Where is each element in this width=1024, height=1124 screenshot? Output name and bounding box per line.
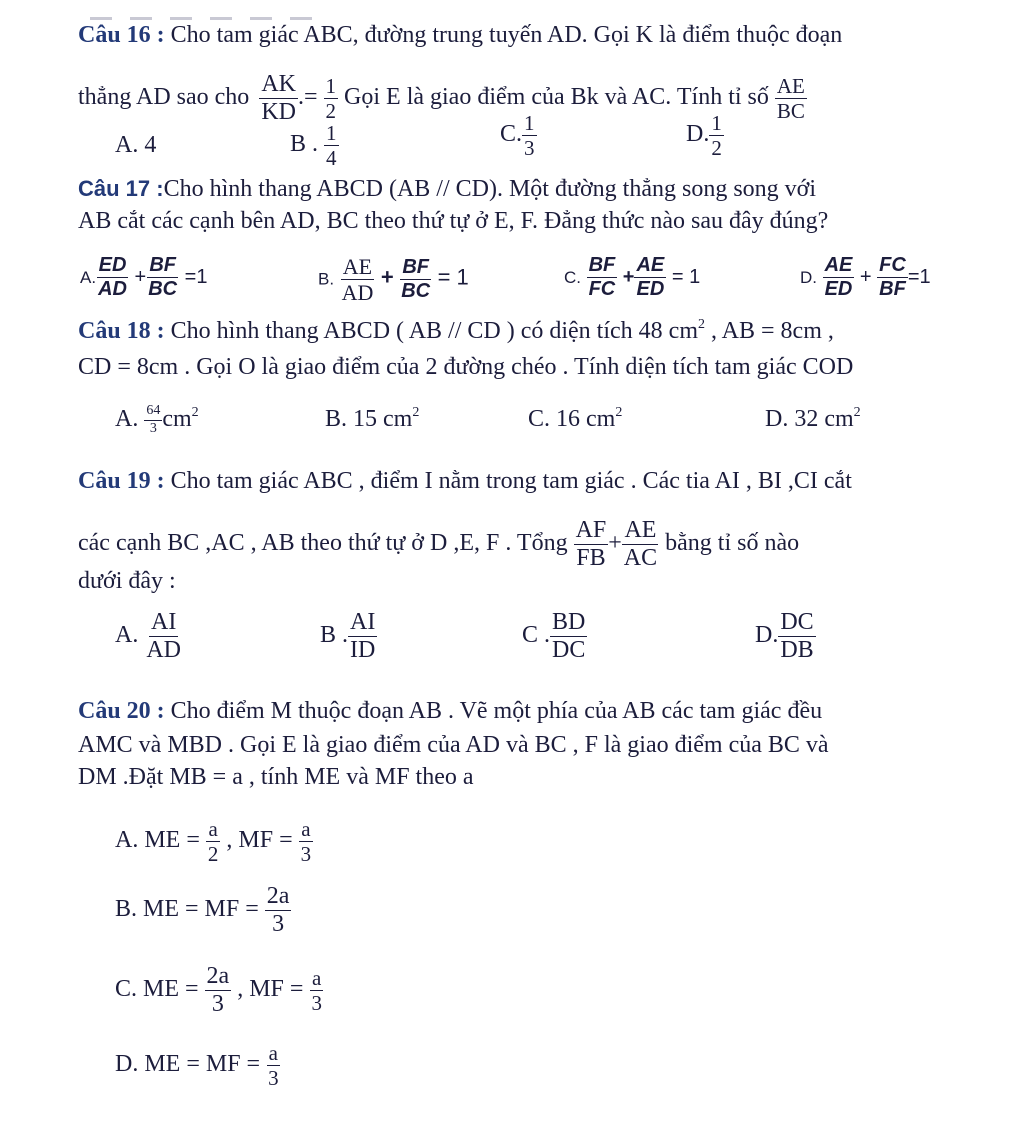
q20-line3 xyxy=(78,762,474,792)
q19-line3 xyxy=(78,566,176,596)
q16-fraction-1-2: $\frac{1}{2}$ xyxy=(325,74,337,124)
top-edge-artifact xyxy=(90,0,390,3)
q18-option-d[interactable]: D. 32 $cm^2$ xyxy=(765,405,861,432)
q20-b-fraction: $\frac{2a}{3}$ xyxy=(266,883,290,938)
q17-a-frac1: $\frac{ED}{AD}$ xyxy=(98,254,127,300)
q17-b-frac2: $\frac{BF}{BC}$ xyxy=(401,256,431,303)
q20-d-fraction: $\frac{a}{3}$ xyxy=(268,1041,279,1091)
q16-text-1: Cho tam giác ABC, đường trung tuyến AD. Gọi K là điểm thuộc đoạn xyxy=(170,22,843,48)
q19-fraction-af-fb: $\frac{AF}{FB}$ xyxy=(575,517,607,572)
q16-fraction-ae-bc: $\frac{AE}{BC}$ xyxy=(776,74,805,124)
q16-text-2b: Gọi E là giao điểm của Bk và AC. Tính tỉ số xyxy=(344,84,769,111)
q20-a-frac2: $\frac{a}{3}$ xyxy=(300,817,312,867)
q16-dot: . xyxy=(297,84,304,111)
q19-text-3: dưới đây : xyxy=(78,568,176,594)
q18-line1: Câu 18 : Cho hình thang ABCD ( AB // CD ) có diện tích 48 $cm^2$ , AB = 8cm , xyxy=(78,317,834,344)
q20-option-d[interactable]: D. ME = MF = $\frac{a}{3}$ xyxy=(115,1041,279,1091)
q18-option-c[interactable]: C. 16 $cm^2$ xyxy=(528,405,623,432)
q18-option-b[interactable]: B. 15 $cm^2$ xyxy=(325,405,420,432)
q16-option-a[interactable]: A. 4 xyxy=(115,132,157,158)
q20-c-frac1: $\frac{2a}{3}$ xyxy=(206,963,230,1018)
q20-text-2: AMC và MBD . Gọi E là giao điểm của AD và BC , F là giao điểm của BC và xyxy=(78,732,829,758)
q19-a-fraction: $\frac{AI}{AD}$ xyxy=(146,609,182,664)
q18-a-fraction: $\frac{64}{3}$ xyxy=(146,403,161,436)
q20-line1 xyxy=(78,696,822,726)
q20-text-3: DM .Đặt MB = a , tính ME và MF theo a xyxy=(78,764,474,790)
q20-text-1: Cho điểm M thuộc đoạn AB . Vẽ một phía của AB các tam giác đều xyxy=(170,698,823,724)
q19-line2: các cạnh BC ,AC , AB theo thứ tự ở D ,E, F . Tổng $\frac{AF}{FB}$ + $\frac{AE}{AC}$ bằng tỉ số nào xyxy=(78,517,800,572)
q16-option-c-fraction: $\frac{1}{3}$ xyxy=(524,111,535,161)
q17-c-frac1: $\frac{BF}{FC}$ xyxy=(588,254,616,300)
q19-c-fraction: $\frac{BD}{DC}$ xyxy=(552,609,586,664)
q19-fraction-ae-ac: $\frac{AE}{AC}$ xyxy=(623,517,658,572)
q20-option-b[interactable]: B. ME = MF = $\frac{2a}{3}$ xyxy=(115,883,290,938)
q20-option-a[interactable]: A. ME = $\frac{a}{2}$ , MF = $\frac{a}{3}$ xyxy=(115,817,312,867)
q18-option-a[interactable]: A. $\frac{64}{3}$ $cm^2$ xyxy=(115,403,199,436)
q17-line2 xyxy=(78,206,828,236)
q19-text-2b: bằng tỉ số nào xyxy=(665,530,800,557)
q19-text-2a: các cạnh BC ,AC , AB theo thứ tự ở D ,E, F . Tổng xyxy=(78,530,568,557)
q20-label: Câu 20 : xyxy=(78,698,165,724)
q17-text-1: Cho hình thang ABCD (AB // CD). Một đường thẳng song song với xyxy=(163,176,817,202)
q17-a-frac2: $\frac{BF}{BC}$ xyxy=(148,254,178,300)
q19-option-a[interactable]: A. $\frac{AI}{AD}$ xyxy=(115,609,182,664)
q17-label: Câu 17 : xyxy=(78,176,164,201)
q16-option-c[interactable]: C. $\frac{1}{3}$ xyxy=(500,111,535,161)
q18-label: Câu 18 : xyxy=(78,318,165,344)
q16-label: Câu 16 : xyxy=(78,22,165,48)
q19-option-d[interactable]: D. $\frac{DC}{DB}$ xyxy=(755,609,814,664)
q19-option-b[interactable]: B . $\frac{AI}{ID}$ xyxy=(320,609,376,664)
q17-d-frac2: $\frac{FC}{BF}$ xyxy=(879,254,906,300)
q19-line1 xyxy=(78,466,852,496)
q17-option-a[interactable]: A. $\frac{ED}{AD}$ + $\frac{BF}{BC}$ =1 xyxy=(80,254,208,300)
q17-option-b[interactable]: B. $\frac{AE}{AD}$ + $\frac{BF}{BC}$ = 1 xyxy=(318,254,469,306)
q17-line1 xyxy=(78,174,816,204)
q17-text-2: AB cắt các cạnh bên AD, BC theo thứ tự ở E, F. Đẳng thức nào sau đây đúng? xyxy=(78,208,829,234)
q17-b-frac1: $\frac{AE}{AD}$ xyxy=(341,254,374,306)
q16-text-2a: thẳng AD sao cho xyxy=(78,84,250,111)
q19-text-1: Cho tam giác ABC , điểm I nằm trong tam giác . Các tia AI , BI ,CI cắt xyxy=(170,468,852,494)
q17-option-c[interactable]: C. $\frac{BF}{FC}$ + $\frac{AE}{ED}$ = 1 xyxy=(564,254,701,300)
q18-text-1a: Cho hình thang ABCD ( AB // CD ) có diện tích 48 cm xyxy=(170,318,698,344)
q20-option-c[interactable]: C. ME = $\frac{2a}{3}$ , MF = $\frac{a}{3}$ xyxy=(115,963,322,1018)
q16-equals: = xyxy=(303,84,318,111)
q18-text-1b: , AB = 8cm , xyxy=(710,318,834,344)
q19-option-c[interactable]: C . $\frac{BD}{DC}$ xyxy=(522,609,586,664)
q17-option-d[interactable]: D. $\frac{AE}{ED}$ + $\frac{FC}{BF}$ =1 xyxy=(800,254,931,300)
q19-b-fraction: $\frac{AI}{ID}$ xyxy=(350,609,376,664)
q20-line2 xyxy=(78,730,829,760)
q16-option-d[interactable]: D. $\frac{1}{2}$ xyxy=(686,111,722,161)
q16-option-d-fraction: $\frac{1}{2}$ xyxy=(711,111,722,161)
q16-option-b-fraction: $\frac{1}{4}$ xyxy=(326,121,337,171)
q16-option-b[interactable]: B . $\frac{1}{4}$ xyxy=(290,121,337,171)
q19-label: Câu 19 : xyxy=(78,468,165,494)
q19-d-fraction: $\frac{DC}{DB}$ xyxy=(780,609,814,664)
q16-fraction-ak-kd: $\frac{AK}{KD}$ xyxy=(261,71,296,126)
q20-a-frac1: $\frac{a}{2}$ xyxy=(207,817,219,867)
q17-c-frac2: $\frac{AE}{ED}$ xyxy=(636,254,665,300)
q18-line2 xyxy=(78,352,853,382)
q16-line1 xyxy=(78,20,842,50)
q20-c-frac2: $\frac{a}{3}$ xyxy=(311,966,322,1016)
q17-d-frac1: $\frac{AE}{ED}$ xyxy=(824,254,853,300)
q18-text-2: CD = 8cm . Gọi O là giao điểm của 2 đường chéo . Tính diện tích tam giác COD xyxy=(78,354,854,380)
